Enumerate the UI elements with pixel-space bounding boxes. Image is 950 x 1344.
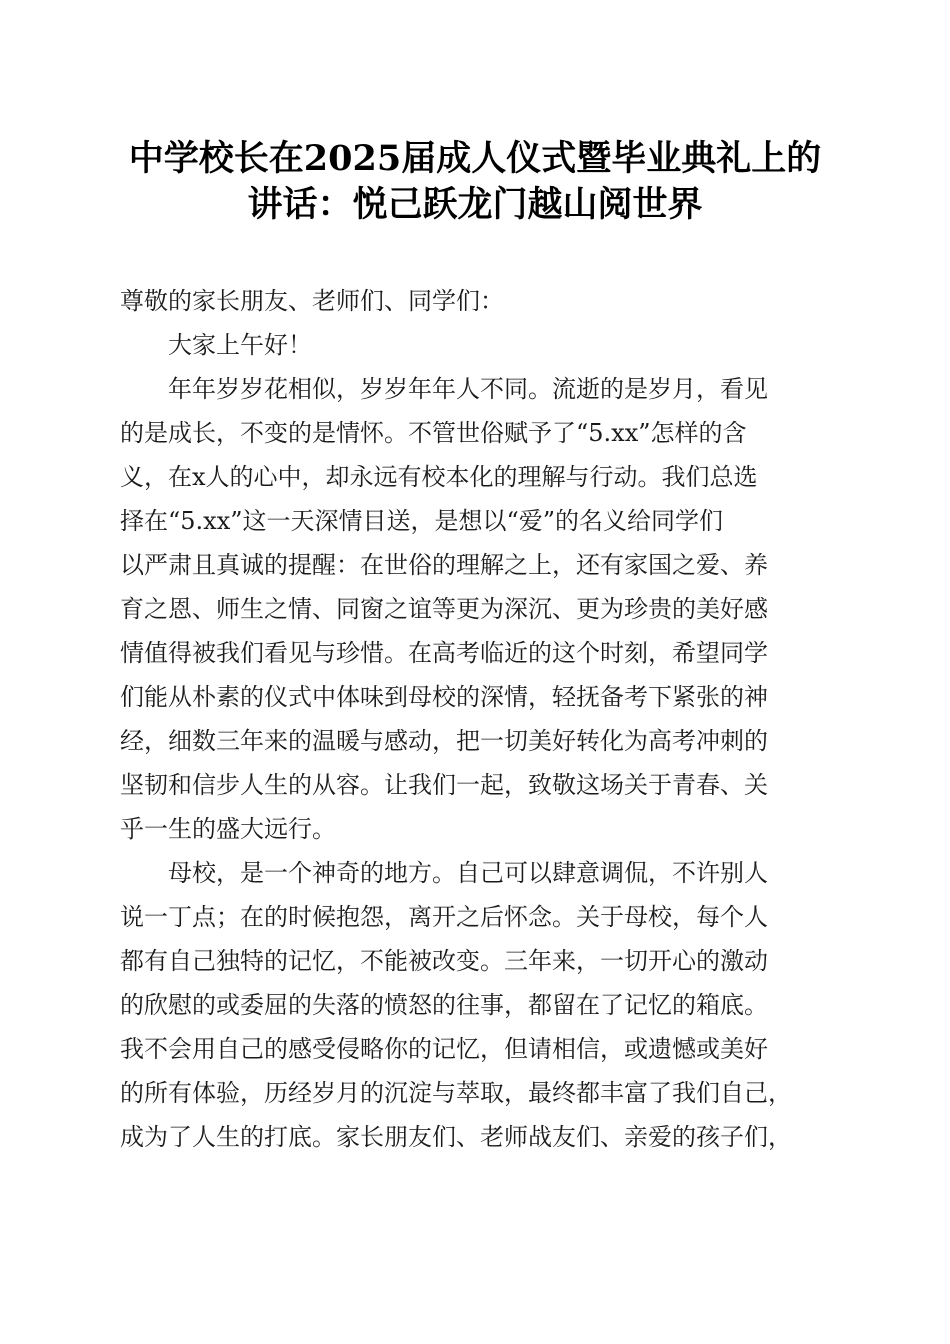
paragraph-line: 的所有体验，历经岁月的沉淀与萃取，最终都丰富了我们自己，	[120, 1079, 792, 1107]
paragraph-line: 的是成长，不变的是情怀。不管世俗赋予了“5.xx”怎样的含	[120, 419, 747, 447]
paragraph-line: 成为了人生的打底。家长朋友们、老师战友们、亲爱的孩子们，	[120, 1123, 792, 1151]
title-line: 中学校长在2025届成人仪式暨毕业典礼上的	[128, 138, 822, 179]
paragraph-line: 我不会用自己的感受侵略你的记忆，但请相信，或遗憾或美好	[120, 1035, 768, 1063]
paragraph-line: 义，在x人的心中，却永远有校本化的理解与行动。我们总选	[120, 463, 758, 491]
paragraph-line: 择在“5.xx”这一天深情目送，是想以“爱”的名义给同学们	[120, 507, 724, 535]
salutation: 尊敬的家长朋友、老师们、同学们：	[120, 287, 504, 315]
paragraph-line: 们能从朴素的仪式中体味到母校的深情，轻抚备考下紧张的神	[120, 683, 768, 711]
document-title	[100, 136, 850, 228]
paragraph-1	[120, 367, 840, 851]
paragraph-line: 经，细数三年来的温暖与感动，把一切美好转化为高考冲刺的	[120, 727, 768, 755]
document-body	[120, 279, 840, 1159]
paragraph-line: 情值得被我们看见与珍惜。在高考临近的这个时刻，希望同学	[120, 639, 768, 667]
paragraph-line: 都有自己独特的记忆，不能被改变。三年来，一切开心的激动	[120, 947, 768, 975]
paragraph-line: 年年岁岁花相似，岁岁年年人不同。流逝的是岁月，看见	[168, 375, 768, 403]
paragraph-2	[120, 851, 840, 1159]
paragraph-line: 育之恩、师生之情、同窗之谊等更为深沉、更为珍贵的美好感	[120, 595, 768, 623]
paragraph-line: 乎一生的盛大远行。	[120, 815, 336, 843]
title-line: 讲话：悦己跃龙门越山阅世界	[247, 184, 703, 225]
paragraph-line: 母校，是一个神奇的地方。自己可以肆意调侃，不许别人	[168, 859, 768, 887]
paragraph-line: 说一丁点；在的时候抱怨，离开之后怀念。关于母校，每个人	[120, 903, 768, 931]
paragraph-line: 的欣慰的或委屈的失落的愤怒的往事，都留在了记忆的箱底。	[120, 991, 768, 1019]
paragraph-line: 以严肃且真诚的提醒：在世俗的理解之上，还有家国之爱、养	[120, 551, 768, 579]
paragraph-line: 坚韧和信步人生的从容。让我们一起，致敬这场关于青春、关	[120, 771, 768, 799]
greeting: 大家上午好！	[168, 331, 312, 359]
